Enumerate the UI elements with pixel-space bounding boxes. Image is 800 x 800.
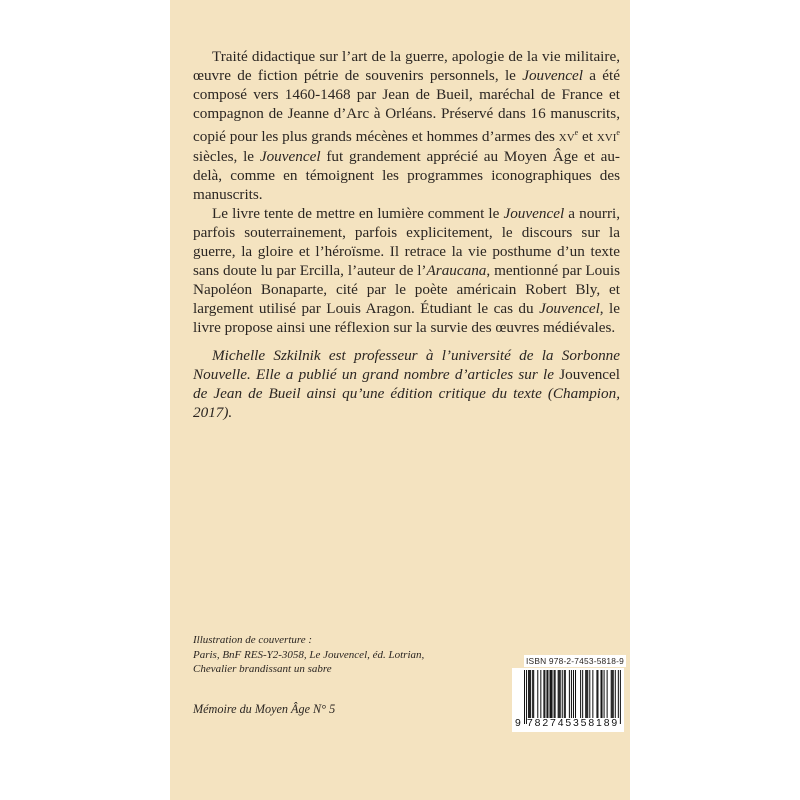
barcode-bar bbox=[587, 670, 588, 718]
barcode-digits-right: 358189 bbox=[573, 718, 620, 729]
barcode-bar bbox=[615, 670, 616, 718]
barcode-bar bbox=[569, 670, 570, 718]
barcode-bar bbox=[592, 670, 593, 718]
italic-title: Araucana bbox=[426, 262, 487, 280]
superscript: e bbox=[616, 128, 620, 138]
credits-line: Paris, BnF RES-Y2-3058, Le Jouvencel, éd. Lotrian, bbox=[193, 648, 425, 661]
italic-title: Jouvencel bbox=[259, 147, 321, 165]
barcode-bar bbox=[560, 670, 561, 718]
text-run: Traité didactique sur l’art de la guerre, apologie de la vie militaire, œuvre de fiction pétrie de souvenirs personnels, le bbox=[193, 48, 620, 85]
text-run: Le livre tente de mettre en lumière comment le bbox=[212, 204, 504, 222]
barcode-bar bbox=[558, 670, 559, 718]
series-title: Mémoire du Moyen Âge N° 5 bbox=[193, 702, 336, 716]
credits-line: Chevalier brandissant un sabre bbox=[193, 663, 332, 675]
superscript: e bbox=[574, 128, 579, 138]
author-bio-paragraph bbox=[193, 346, 620, 422]
barcode-bar bbox=[601, 670, 602, 718]
barcode-bar bbox=[540, 670, 541, 718]
barcode-bar bbox=[537, 670, 538, 718]
italic-title: Jouvencel bbox=[503, 204, 565, 222]
barcode-bar bbox=[550, 670, 551, 718]
century-numeral: xvi bbox=[596, 128, 617, 146]
barcode-bar bbox=[565, 670, 566, 718]
barcode-bar bbox=[530, 670, 531, 718]
text-run: , le livre propose ainsi une réflexion sur la survie des œuvres médiévales. bbox=[193, 300, 620, 337]
barcode-bar bbox=[604, 670, 605, 718]
barcode-bar bbox=[612, 670, 613, 718]
credits-line: Illustration de couverture : bbox=[193, 634, 313, 646]
barcode-bar bbox=[547, 670, 548, 718]
text-run: de Jean de Bueil ainsi qu’une édition critique du texte (Champion, 2017). bbox=[193, 385, 620, 422]
barcode-bar bbox=[607, 670, 608, 718]
barcode-bar bbox=[532, 670, 533, 718]
century-numeral: xv bbox=[558, 128, 575, 146]
barcode-bar bbox=[580, 670, 581, 718]
barcode-bar bbox=[562, 670, 563, 718]
barcode-bar bbox=[554, 670, 555, 718]
barcode-bar bbox=[596, 670, 597, 718]
barcode-bar bbox=[575, 670, 576, 718]
barcode-bar bbox=[533, 670, 534, 718]
barcode-bar bbox=[551, 670, 552, 718]
barcode-bar bbox=[529, 670, 530, 718]
text-run: fut grandement apprécié au Moyen Âge et au-delà, comme en témoignent les programmes iconographiques des manuscrits. bbox=[193, 147, 620, 203]
barcode-bar bbox=[552, 670, 553, 718]
barcode-digits-left: 782745 bbox=[527, 718, 574, 729]
barcode-bar bbox=[589, 670, 590, 718]
description-paragraph-2 bbox=[193, 204, 620, 338]
barcode-bar bbox=[613, 670, 614, 718]
book-description bbox=[193, 47, 620, 337]
barcode-bar bbox=[546, 670, 547, 718]
isbn-barcode bbox=[512, 668, 624, 732]
barcode-digit-first: 9 bbox=[515, 718, 521, 729]
text-run: a été composé vers 1460-1468 par Jean de Bueil, maréchal de France et compagnon de Jeanne d’Arc à Orléans. Préservé dans 16 manuscrits, copié pour les plus grands mécènes et hommes d’armes des bbox=[193, 67, 620, 146]
description-paragraph-1 bbox=[193, 47, 620, 204]
text-run: a nourri, parfois souterrainement, parfois explicitement, le discours sur la guerre, la gloire et l’héroïsme. Il retrace la vie posthume d’un texte sans doute lu par Ercilla, l’auteur de l’ bbox=[193, 204, 621, 280]
barcode-bar bbox=[597, 670, 598, 718]
text-run: Michelle Szkilnik est professeur à l’université de la Sorbonne Nouvelle. Elle a publié un grand nombre d’articles sur le bbox=[193, 347, 620, 384]
barcode-bar bbox=[582, 670, 583, 718]
barcode-bar bbox=[602, 670, 603, 718]
text-run: et bbox=[578, 128, 597, 146]
barcode-bar bbox=[564, 670, 565, 718]
barcode-digits bbox=[512, 716, 624, 732]
italic-title: Jouvencel bbox=[522, 67, 583, 85]
text-run: , mentionné par Louis Napoléon Bonaparte, cité par le poète américain Robert Bly, et largement utilisé par Louis Aragon. Étudiant le cas du bbox=[193, 262, 620, 318]
text-run: siècles, le bbox=[193, 147, 260, 165]
barcode-bar bbox=[555, 670, 556, 718]
cover-illustration-credits bbox=[193, 633, 493, 677]
roman-title: Jouvencel bbox=[559, 366, 620, 384]
barcode-bar bbox=[528, 670, 529, 718]
author-bio bbox=[193, 346, 620, 422]
barcode-bar bbox=[544, 670, 545, 718]
italic-title: Jouvencel bbox=[539, 300, 600, 318]
barcode-bar bbox=[611, 670, 612, 718]
barcode-bar bbox=[586, 670, 587, 718]
barcode-bar bbox=[559, 670, 560, 718]
barcode-bar bbox=[585, 670, 586, 718]
barcode-bar bbox=[543, 670, 544, 718]
isbn-label: ISBN 978-2-7453-5818-9 bbox=[524, 655, 626, 667]
